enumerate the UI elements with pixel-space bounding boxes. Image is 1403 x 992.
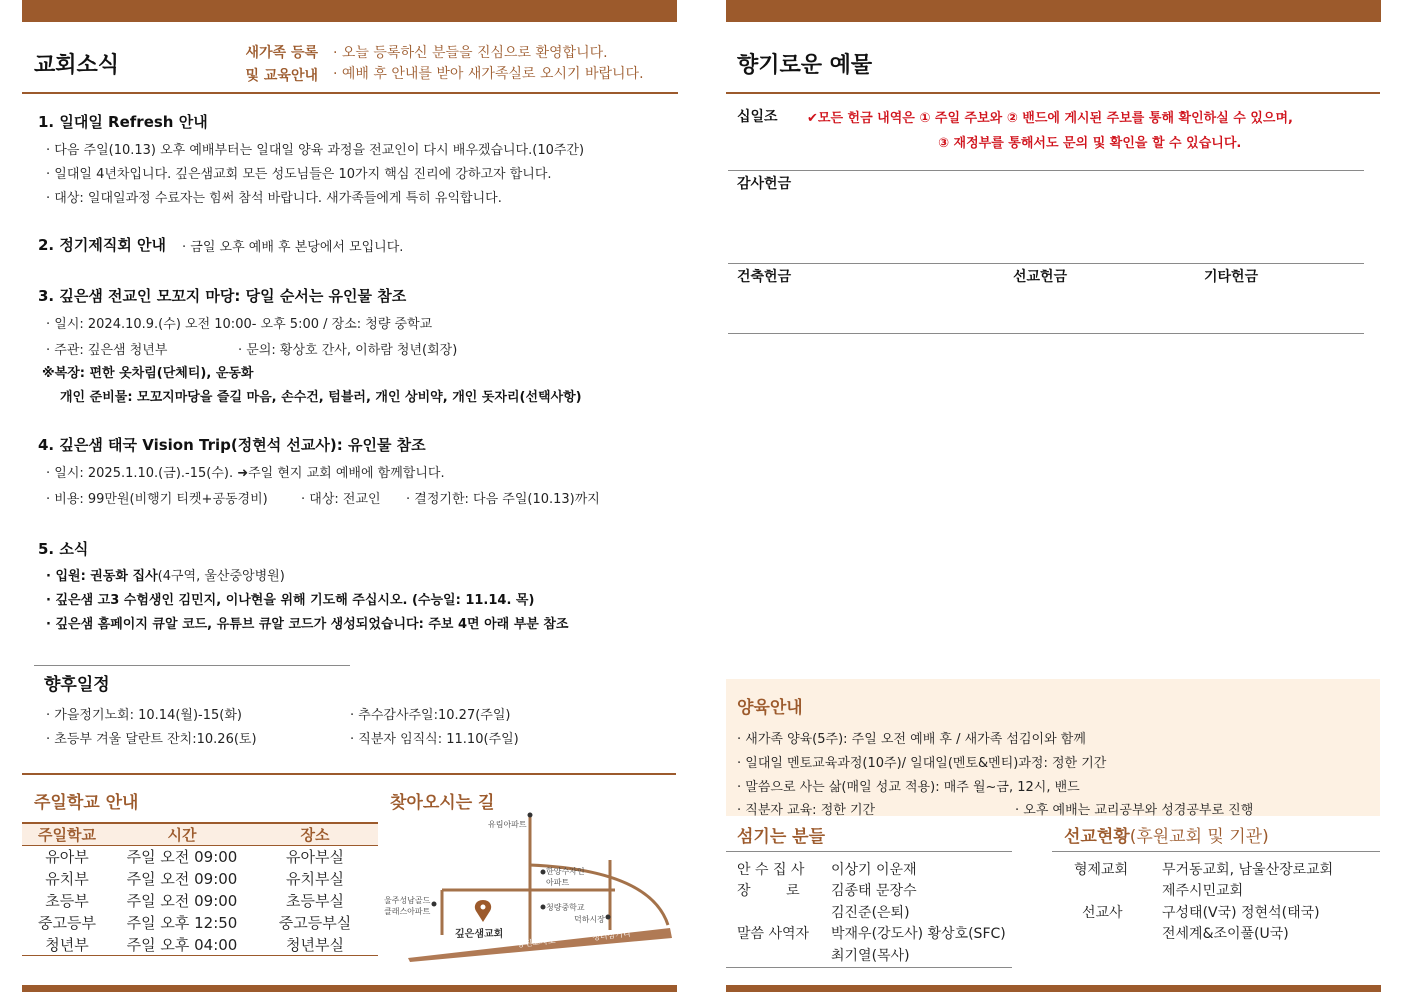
map-pin-apt2 — [541, 870, 546, 875]
map-label-apt3b: 클래스아파트 — [384, 907, 431, 916]
place-cell: 중고등부실 — [278, 914, 352, 932]
news-3-title: 3. 깊은샘 전교인 모꼬지 마당: 당일 순서는 유인물 참조 — [38, 287, 407, 305]
thanks-rule — [728, 263, 1364, 264]
time-cell: 주일 오전 09:00 — [126, 870, 238, 888]
servers-title: 섬기는 분들 — [737, 827, 826, 847]
tithe-rule — [728, 170, 1364, 171]
welcome-label-1: 새가족 등록 — [245, 45, 318, 61]
page-title-offerings: 향기로운 예물 — [737, 53, 873, 78]
dept-cell: 유아부 — [45, 848, 89, 867]
news-1-line-2: · 일대일 4년차입니다. 깊은샘교회 모든 성도님들은 10가지 핵심 진리에 강하고자 합니다. — [46, 167, 552, 182]
table-row — [22, 912, 378, 934]
schedule-rule — [34, 665, 350, 666]
time-cell: 주일 오전 09:00 — [126, 848, 238, 867]
dept-cell: 유치부 — [45, 870, 89, 888]
news-5-title: 5. 소식 — [38, 540, 89, 558]
education-line-3: · 말씀으로 사는 삶(매일 성교 적용): 매주 월~금, 12시, 밴드 — [737, 780, 1080, 795]
church-location-pin-icon — [475, 900, 491, 922]
offering-notice-2: ③ 재정부를 통해서도 문의 및 확인을 할 수 있습니다. — [938, 136, 1242, 151]
table-row — [22, 890, 378, 912]
table-header-row — [22, 823, 378, 846]
news-4-title: 4. 깊은샘 태국 Vision Trip(정현석 선교사): 유인물 참조 — [38, 436, 426, 454]
table-row — [22, 934, 378, 956]
news-5-line-1-bold: · 입원: 권동화 집사 — [46, 569, 158, 584]
education-line-5: · 오후 예배는 교리공부와 성경공부로 진행 — [1015, 803, 1254, 818]
mission-title — [1064, 822, 1269, 847]
thanks-offering-label: 감사헌금 — [737, 176, 792, 192]
mission-role-1: 형제교회 — [1074, 862, 1129, 878]
col-header-place: 장소 — [252, 823, 378, 846]
welcome-text-2: · 예배 후 안내를 받아 새가족실로 오시기 바랍니다. — [333, 66, 644, 82]
education-title: 양육안내 — [737, 698, 803, 718]
news-1-title: 1. 일대일 Refresh 안내 — [38, 113, 208, 131]
schedule-item-2: · 추수감사주일:10.27(주일) — [350, 708, 511, 723]
education-line-2: · 일대일 멘토교육과정(10주)/ 일대일(멘토&멘티)과정: 정한 기간 — [737, 756, 1107, 771]
table-row — [22, 846, 378, 868]
news-5-line-1-rest: (4구역, 울산중앙병원) — [157, 569, 285, 584]
news-5-line-3: · 깊은샘 홈페이지 큐알 코드, 유튜브 큐알 코드가 생성되었습니다: 주보 4면 아래 부분 참조 — [46, 617, 569, 632]
education-line-4: · 직분자 교육: 정한 기간 — [737, 803, 876, 818]
time-cell: 주일 오전 09:00 — [126, 892, 238, 910]
schedule-item-3: · 초등부 겨울 달란트 잔치:10.26(토) — [46, 732, 257, 747]
server-role-4: 말씀 사역자 — [737, 926, 810, 942]
welcome-label-2: 및 교육안내 — [245, 68, 318, 84]
tithe-label: 십일조 — [737, 109, 778, 125]
mission-offering-label: 선교헌금 — [1013, 269, 1068, 285]
title-rule-right — [726, 92, 1380, 94]
news-1-line-1: · 다음 주일(10.13) 오후 예배부터는 일대일 양육 과정을 전교인이 다시 배우겠습니다.(10주간) — [46, 143, 585, 158]
map-label-apt2b: 아파트 — [546, 878, 570, 887]
news-5-line-2: · 깊은샘 고3 수험생인 김민지, 이나현을 위해 기도해 주십시오. (수능일: 11.14. 목) — [46, 593, 535, 608]
top-bar-right — [726, 0, 1381, 22]
news-4-line-2: · 비용: 99만원(비행기 티켓+공동경비) — [46, 492, 268, 507]
welcome-text-1: · 오늘 등록하신 분들을 진심으로 환영합니다. — [333, 45, 608, 61]
dept-cell: 청년부 — [45, 935, 89, 954]
bottom-bar-right — [726, 985, 1381, 992]
sunday-school-title: 주일학교 안내 — [34, 793, 139, 813]
top-bar-left — [22, 0, 677, 22]
server-names-5: 최기열(목사) — [831, 948, 910, 964]
map-label-apt1: 유림아파트 — [488, 820, 527, 829]
sunday-school-table — [22, 822, 378, 956]
news-2-inline: · 금일 오후 예배 후 본당에서 모입니다. — [182, 240, 404, 255]
map-pin-apt1 — [528, 813, 533, 818]
news-1-line-3: · 대상: 일대일과정 수료자는 힘써 참석 바랍니다. 새가족들에게 특히 유익합니다. — [46, 191, 502, 206]
news-5-line-1 — [46, 565, 285, 584]
title-rule-left — [22, 92, 678, 94]
mission-title-main: 선교현황 — [1064, 827, 1130, 847]
map-label-road1: 웅진교차로 — [516, 936, 557, 949]
mission-names-3: 구성태(V국) 정현석(태국) — [1162, 905, 1320, 921]
map-pin-apt3 — [432, 902, 437, 907]
offering-bottom-rule — [728, 333, 1364, 334]
server-names-1: 이상기 이운재 — [831, 862, 917, 878]
news-3-line-2: · 주관: 깊은샘 청년부 — [46, 343, 168, 358]
mission-title-sub: (후원교회 및 기관) — [1129, 827, 1269, 847]
directions-title: 찾아오시는 길 — [390, 793, 495, 813]
schedule-item-4: · 직분자 임직식: 11.10(주일) — [350, 732, 519, 747]
education-box — [726, 679, 1380, 816]
place-cell: 유아부실 — [286, 848, 344, 867]
dept-cell: 초등부 — [45, 892, 89, 910]
schedule-title: 향후일정 — [44, 675, 110, 695]
dept-cell: 중고등부 — [38, 914, 96, 932]
news-3-items: 개인 준비물: 모꼬지마당을 즐길 마음, 손수건, 텀블러, 개인 상비약, 개인 돗자리(선택사항) — [60, 390, 582, 405]
servers-rule-bottom — [726, 967, 1012, 968]
server-names-3: 김진준(은퇴) — [831, 905, 910, 921]
map-label-school: 청량중학교 — [546, 903, 585, 912]
news-4-line-1: · 일시: 2025.1.10.(금).-15(수). ➜주일 현지 교회 예배에 함께합니다. — [46, 466, 445, 481]
map-label-church: 깊은샘교회 — [455, 929, 504, 940]
mission-names-4: 전세계&조이풀(U국) — [1162, 926, 1289, 942]
place-cell: 유치부실 — [286, 870, 344, 888]
server-names-4: 박재우(강도사) 황상호(SFC) — [831, 926, 1006, 942]
map-label-road2: 청터삼거리 — [591, 929, 632, 942]
servers-rule-top — [726, 851, 1012, 852]
map-label-apt3: 울주성남골드 — [384, 896, 431, 905]
server-role-1: 안 수 집 사 — [737, 862, 805, 878]
map-pin-school — [541, 905, 546, 910]
mission-rule-top — [1052, 851, 1380, 852]
map-label-shop: 덕하시장 — [574, 915, 605, 924]
mission-role-3: 선교사 — [1082, 905, 1123, 921]
schedule-item-1: · 가을정기노회: 10.14(월)-15(화) — [46, 708, 242, 723]
news-3-line-1: · 일시: 2024.10.9.(수) 오전 10:00- 오후 5:00 / 장소: 청량 중학교 — [46, 317, 433, 332]
table-row — [22, 868, 378, 890]
other-offering-label: 기타헌금 — [1204, 269, 1259, 285]
lower-rule-left — [22, 773, 676, 775]
server-role-2: 장 로 — [737, 883, 800, 899]
offering-notice-1: ✔모든 헌금 내역은 ① 주일 주보와 ② 밴드에 게시된 주보를 통해 확인하실 수 있으며, — [807, 111, 1293, 126]
col-header-dept: 주일학교 — [22, 823, 112, 846]
building-offering-label: 건축헌금 — [737, 269, 792, 285]
bottom-bar-left — [22, 985, 677, 992]
news-3-dress: ※복장: 편한 옷차림(단체티), 운동화 — [42, 366, 254, 381]
time-cell: 주일 오후 04:00 — [126, 935, 238, 954]
news-3-line-3: · 문의: 황상호 간사, 이하람 청년(회장) — [238, 343, 458, 358]
mission-names-2: 제주시민교회 — [1162, 883, 1244, 899]
mission-names-1: 무거동교회, 남울산장로교회 — [1162, 862, 1334, 878]
news-4-line-3: · 대상: 전교인 — [301, 492, 381, 507]
map-pin-shop — [606, 915, 611, 920]
col-header-time: 시간 — [112, 823, 252, 846]
place-cell: 초등부실 — [286, 892, 344, 910]
news-2-title: 2. 정기제직회 안내 — [38, 236, 167, 254]
place-cell: 청년부실 — [286, 935, 344, 954]
time-cell: 주일 오후 12:50 — [126, 914, 238, 932]
server-names-2: 김종태 문장수 — [831, 883, 917, 899]
map-label-apt2: 한양수자인 — [546, 867, 585, 876]
news-4-line-4: · 결정기한: 다음 주일(10.13)까지 — [406, 492, 600, 507]
education-line-1: · 새가족 양육(5주): 주일 오전 예배 후 / 새가족 섬김이와 함께 — [737, 732, 1086, 747]
page-title-church-news: 교회소식 — [34, 53, 120, 78]
church-location-pin-dot — [481, 905, 486, 910]
